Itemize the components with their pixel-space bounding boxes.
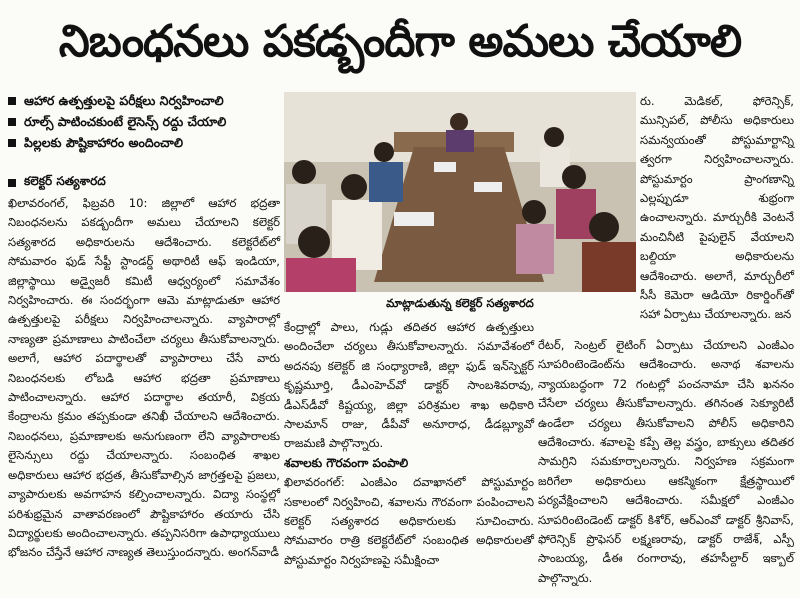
column-2 bbox=[284, 318, 534, 594]
bullet-text: పిల్లలకు పౌష్టికాహారం అందించాలి bbox=[24, 135, 183, 150]
highlight-bullets bbox=[8, 90, 280, 153]
article-paragraph: ఖిలావరంగల్: ఎంజీఎం దవాఖానలో పోస్టుమార్టం సకాలంలో నిర్వహించి, శవాలను గౌరవంగా పంపించాలని కలెక్టర్ సత్యశారద అధికారులకు సూచించారు. సోమవారం రాత్రి కలెక్టరేట్‌లో సంబంధిత అధికారులతో పోస్టుమార్టం నిర్వహణపై సమీక్షించా bbox=[284, 475, 534, 567]
bullet-text: ఆహార ఉత్పత్తులపై పరీక్షలు నిర్వహించాలి bbox=[24, 93, 224, 108]
bullet-item bbox=[8, 132, 280, 153]
bullet-item bbox=[8, 111, 280, 132]
column-3-bottom bbox=[538, 336, 794, 594]
headline: నిబంధనలు పకడ్బందీగా అమలు చేయాలి bbox=[58, 16, 742, 67]
article-paragraph: రేటర్, సెంట్రల్ లైటింగ్ ఏర్పాటు చేయాలని ఎంజీఎం సూపరింటెండెంట్‌ను ఆదేశించారు. అనాథ శవాలను న్యాయబద్ధంగా 72 గంటల్లో పంచనామా చేసి ఖననం చేసేలా చర్యలు తీసుకోవాలన్నారు. తగినంత సెక్యూరిటీ ఉండేలా చర్యలు తీసుకోవాలని పోలీస్ అధికారిని ఆదేశించారు. శవాలపై కప్పే తెల్ల వస్త్రం, బాక్సులు తదితర సామగ్రిని సమకూర్చాలన్నారు. నిర్వహణ సక్రమంగా జరిగేలా అధికారులు ఆకస్మికంగా క్షేత్రస్థాయిలో పర్యవేక్షించాలని ఆదేశించారు. సమీక్షలో ఎంజీఎం సూపరింటెండెంట్ డాక్టర్ కిశోర్, ఆర్‌ఎంవో డాక్టర్ శ్రీనివాస్, ఫోరెన్సిక్ ప్రొఫెసర్ లక్ష్మణరావు, డాక్టర్ రాజేశ్, ఎస్పీ సాంబయ్య, డీఈ రంగారావు, తహసీల్దార్ ఇక్బాల్ పాల్గొన్నారు. bbox=[538, 338, 794, 585]
bullet-square-icon bbox=[8, 118, 16, 126]
column-1 bbox=[8, 194, 280, 594]
meeting-photo bbox=[284, 92, 636, 292]
byline-text: కలెక్టర్ సత్యశారద bbox=[24, 174, 106, 188]
column-3-top bbox=[640, 92, 794, 332]
article-paragraph: రు. మెడికల్, ఫోరెన్సిక్, మున్సిపల్, పోలీసు అధికారులు సమన్వయంతో పోస్టుమార్టాన్ని త్వరగా నిర్వహించాలన్నారు. పోస్టుమార్టం ప్రాంగణాన్ని ఎల్లప్పుడూ శుభ్రంగా ఉంచాలన్నారు. మార్చురీకి వెంటనే మంచినీటి పైపులైన్ వేయాలని బల్దియా అధికారులను ఆదేశించారు. అలాగే, మార్చురీలో సీసీ కెమెరా ఆడియో రికార్డింగ్‌తో సహా ఏర్పాటు చేయాలన్నారు. జన bbox=[640, 94, 794, 322]
article-paragraph: ఖిలావరంగల్, ఫిబ్రవరి 10: జిల్లాలో ఆహార భద్రతా నిబంధనలను పకడ్బందీగా అమలు చేయాలని కలెక్టర్ సత్యశారద అధికారులను ఆదేశించారు. కలెక్టరేట్‌లో సోమవారం ఫుడ్ సేఫ్టీ స్టాండర్డ్ అథారిటీ ఆఫ్ ఇండియా, జిల్లాస్థాయి అడ్వైజరీ కమిటీ ఆధ్వర్యంలో సమావేశం నిర్వహించారు. ఈ సందర్భంగా ఆమె మాట్లాడుతూ ఆహార ఉత్పత్తులపై పరీక్షలు నిర్వహించాలన్నారు. వ్యాపారాల్లో నాణ్యతా ప్రమాణాలు పాటించేలా చర్యలు తీసుకోవాలన్నారు. అలాగే, ఆహార పదార్థాలతో వ్యాపారాలు చేసే వారు నిబంధనలకు లోబడి ఆహార భద్రతా ప్రమాణాలు పాటించాలన్నారు. ఆహార పదార్థాల తయారీ, విక్రయ కేంద్రాలను క్రమం తప్పకుండా తనిఖీ చేయాలని ఆదేశించారు. నిబంధనలు, ప్రమాణాలకు అనుగుణంగా లేని వ్యాపారాలకు లైసెన్సులు రద్దు చేయాలన్నారు. సంబంధిత శాఖల అధికారులు ఆహార భద్రత, తీసుకోవాల్సిన జాగ్రత్తలపై ప్రజలు, వ్యాపారులకు అవగాహన కల్పించాలన్నారు. విద్యా సంస్థల్లో పరిశుభ్రమైన వాతావరణంలో పౌష్టికాహారం తయారు చేసి విద్యార్థులకు అందించాలన్నారు. తప్పనిసరిగా ఉపాధ్యాయులు భోజనం చేస్తేనే ఆహార నాణ్యత తెలుస్తుందన్నారు. అంగన్‌వాడీ bbox=[8, 196, 280, 560]
bullet-square-icon bbox=[8, 139, 16, 147]
bullet-square-icon bbox=[8, 179, 16, 187]
bullet-item bbox=[8, 90, 280, 111]
photo-caption: మాట్లాడుతున్న కలెక్టర్ సత్యశారద bbox=[386, 296, 534, 310]
bullet-square-icon bbox=[8, 97, 16, 105]
article-paragraph: కేంద్రాల్లో పాలు, గుడ్లు తదితర ఆహార ఉత్పత్తులు అందించేలా చర్యలు తీసుకోవాలన్నారు. సమావేశంలో అదనపు కలెక్టర్ జి సంధ్యారాణి, జిల్లా ఫుడ్ ఇన్‌స్పెక్టర్ కృష్ణమూర్తి, డీఎంహెచ్‌వో డాక్టర్ సాంబశివరావు, డీఎస్‌డీవో కిష్టయ్య, జిల్లా పరిశ్రమల శాఖ అధికారి సాలమాన్ రాజు, డీపీవో అనూరాధ, డీడబ్ల్యూవో రాజమణి పాల్గొన్నారు. bbox=[284, 320, 534, 451]
byline bbox=[8, 174, 280, 191]
subheading: శవాలకు గౌరవంగా పంపాలి bbox=[284, 455, 409, 470]
bullet-text: రూల్స్ పాటించకుంటే లైసెన్స్ రద్దు చేయాలి bbox=[24, 114, 227, 129]
